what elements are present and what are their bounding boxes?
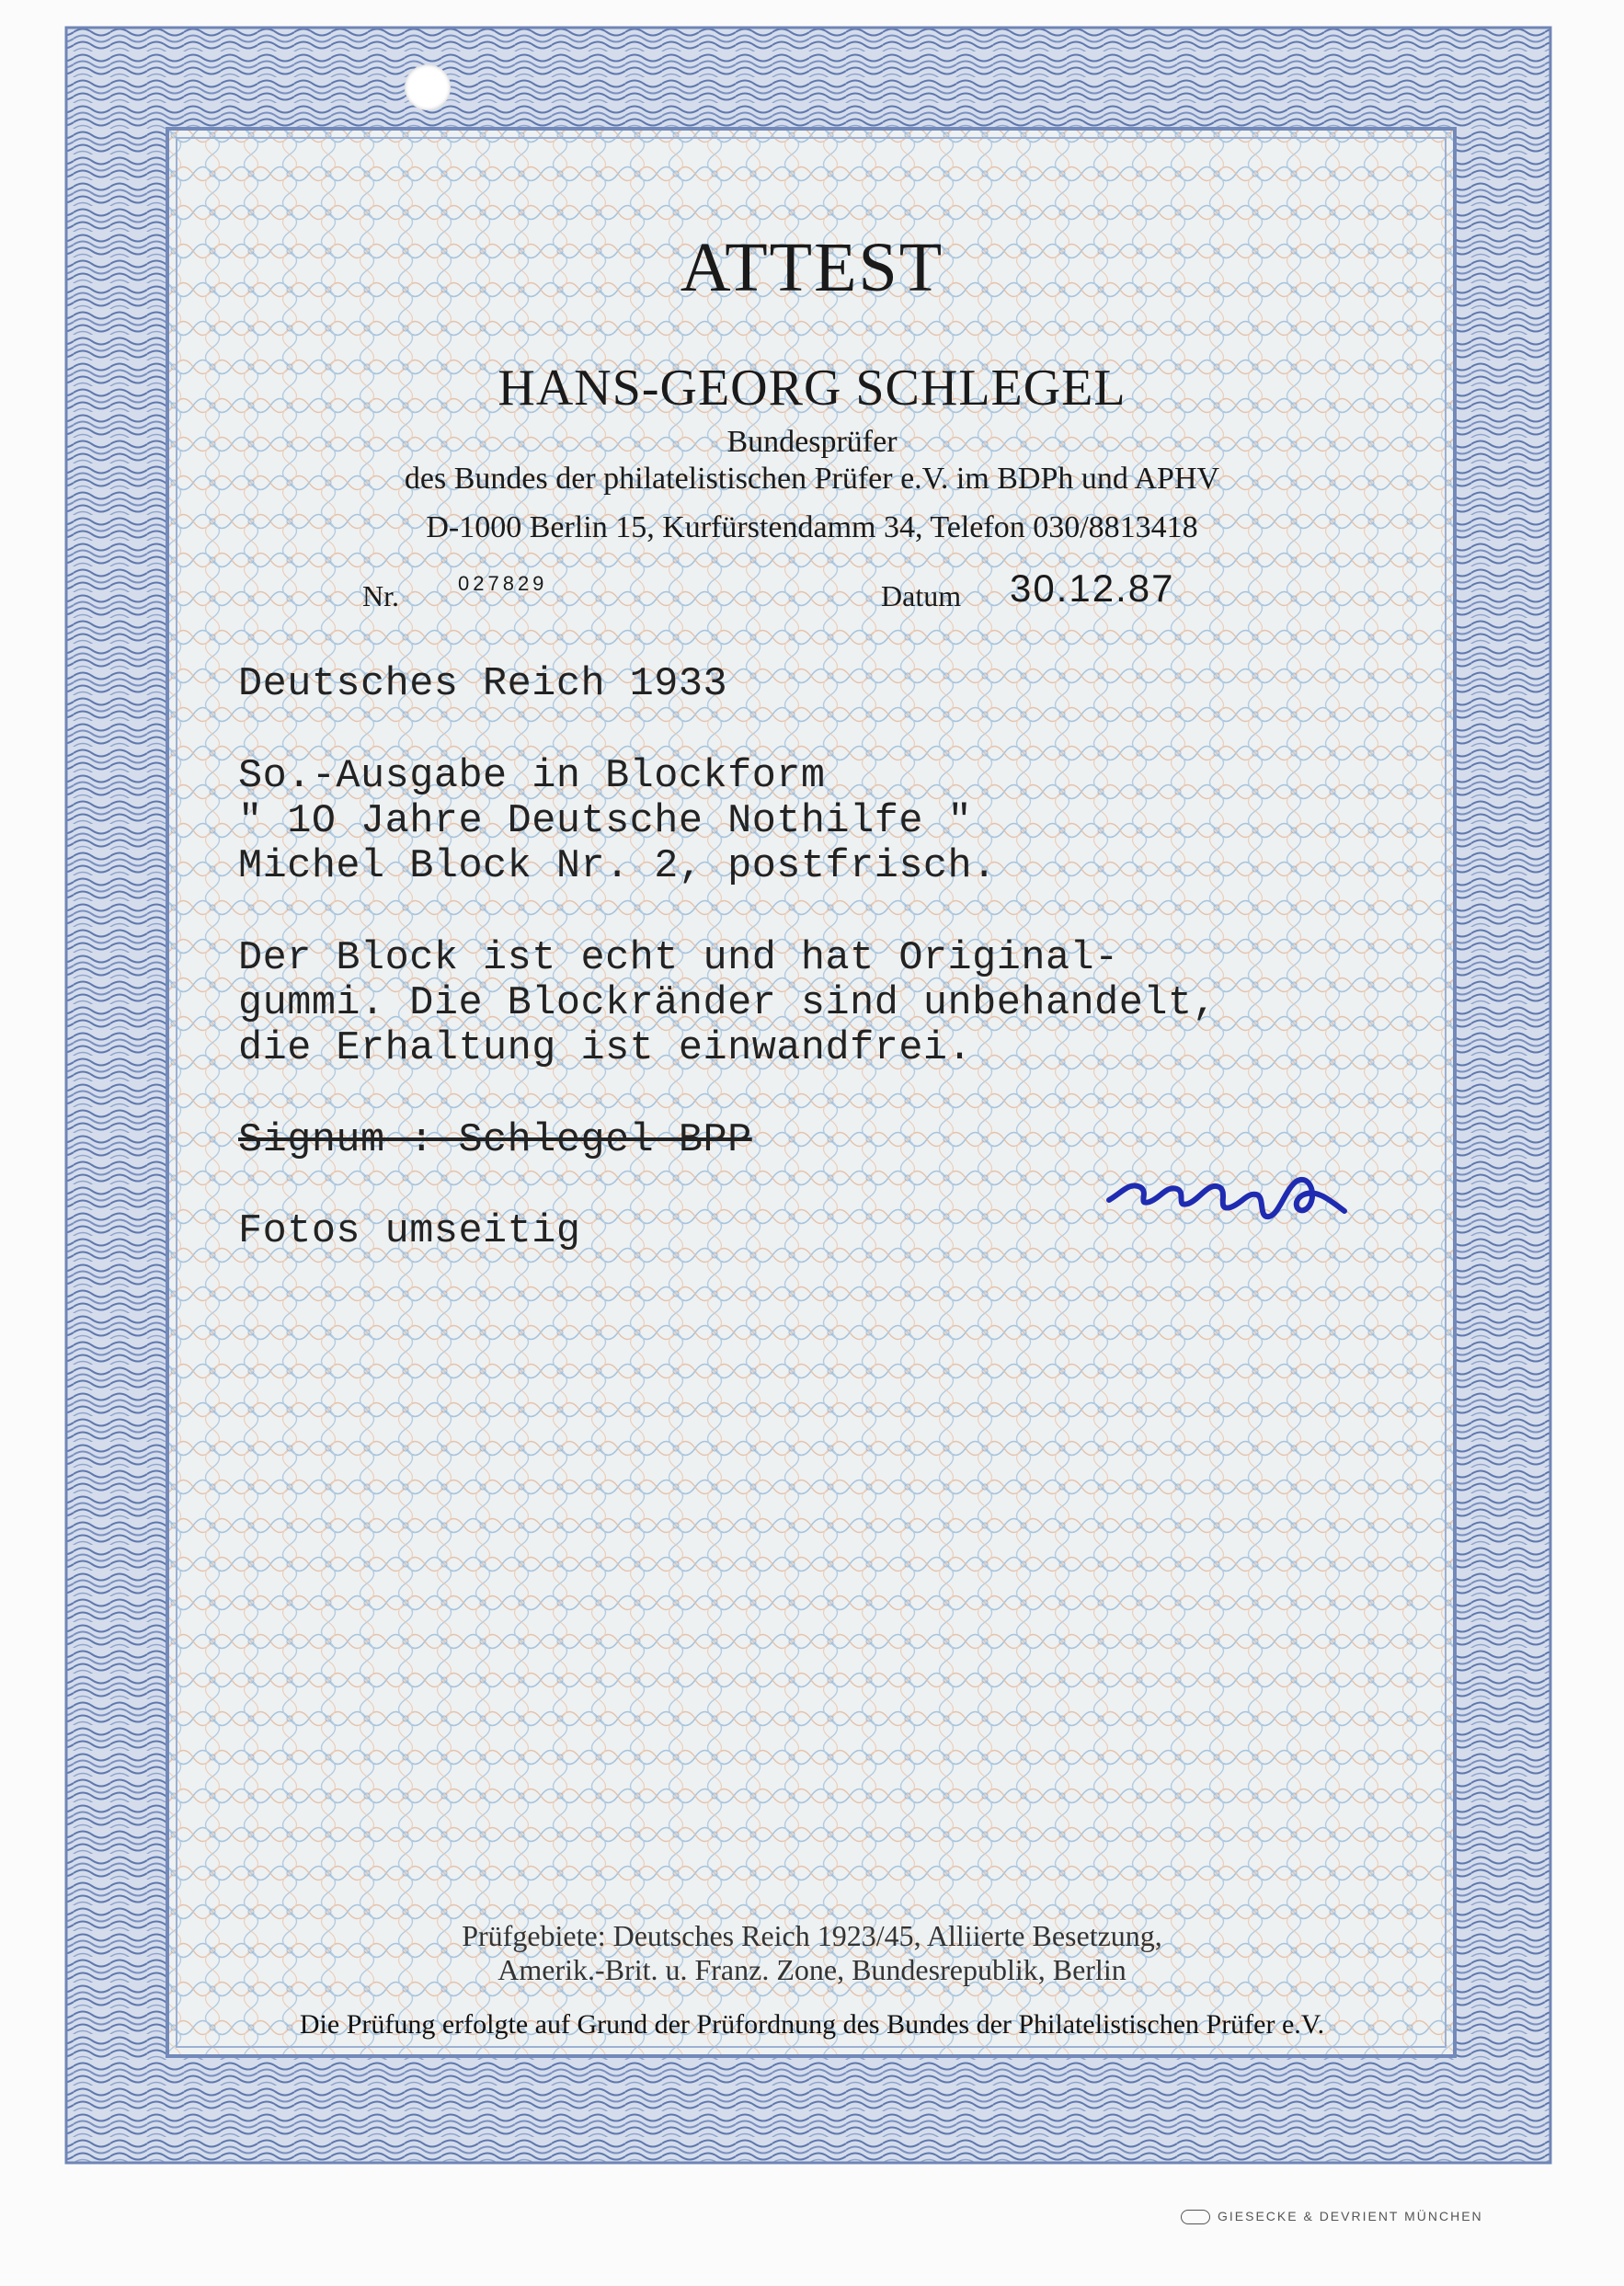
certificate-date: 30.12.87 [1010, 566, 1175, 610]
examiner-association: des Bundes der philatelistischen Prüfer e.V. im BDPh und APHV [404, 462, 1220, 496]
certificate-number: 027829 [458, 572, 548, 595]
handwritten-signature [1104, 1145, 1379, 1237]
body-line-catalog: Michel Block Nr. 2, postfrisch. [238, 844, 997, 889]
printer-imprint [1181, 2209, 1483, 2224]
punch-hole [405, 64, 451, 110]
date-label: Datum [881, 579, 962, 612]
footer-rule-statement: Die Prüfung erfolgte auf Grund der Prüfordnung des Bundes der Philatelistischen Prüfer e.V. [299, 2009, 1325, 2040]
body-line-verdict-1: Der Block ist echt und hat Original- [238, 936, 1119, 981]
body-line-verdict-3: die Erhaltung ist einwandfrei. [238, 1026, 973, 1071]
certificate-title: ATTEST [680, 229, 944, 306]
body-line-issue-name: " 1O Jahre Deutsche Nothilfe " [238, 799, 973, 844]
footer-scope-line-2: Amerik.-Brit. u. Franz. Zone, Bundesrepublik, Berlin [497, 1953, 1127, 1986]
examiner-address: D-1000 Berlin 15, Kurfürstendamm 34, Telefon 030/8813418 [426, 510, 1198, 544]
examiner-name: HANS-GEORG SCHLEGEL [497, 360, 1127, 417]
body-line-photos: Fotos umseitig [238, 1209, 581, 1254]
body-line-verdict-2: gummi. Die Blockränder sind unbehandelt, [238, 981, 1218, 1026]
printer-name: GIESECKE & DEVRIENT MÜNCHEN [1218, 2209, 1483, 2223]
number-label: Nr. [362, 579, 399, 612]
signum-struck-line: Signum : Schlegel BPP [238, 1118, 752, 1163]
examiner-role: Bundesprüfer [726, 425, 898, 459]
body-line-issue: Deutsches Reich 1933 [238, 662, 728, 707]
body-line-issue-type: So.-Ausgabe in Blockform [238, 754, 826, 799]
printer-logo-icon [1181, 2210, 1210, 2224]
footer-scope-line-1: Prüfgebiete: Deutsches Reich 1923/45, Alliierte Besetzung, [462, 1919, 1162, 1952]
